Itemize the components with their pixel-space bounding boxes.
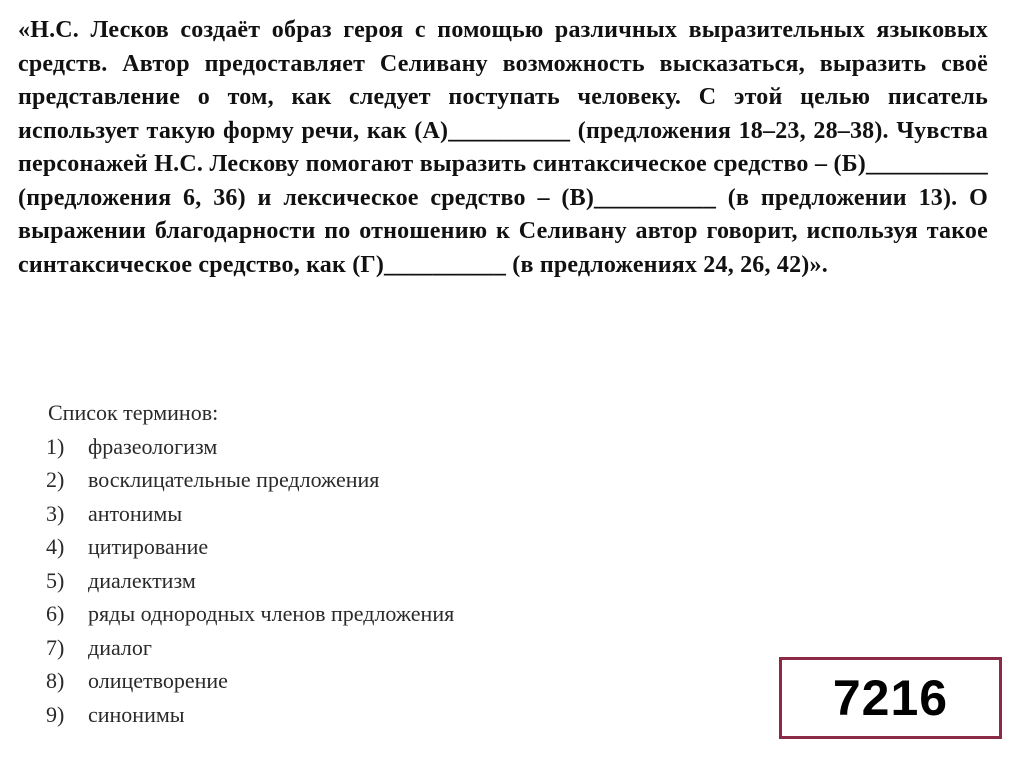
terms-list (46, 430, 746, 732)
term-label: антонимы (88, 500, 183, 526)
term-number: 1) (46, 433, 65, 459)
term-label: олицетворение (88, 668, 228, 693)
term-label: диалог (88, 634, 152, 660)
list-item (46, 530, 746, 564)
term-number: 4) (46, 534, 65, 559)
answer-value: 7216 (832, 670, 949, 726)
list-item (46, 564, 746, 598)
term-number: 9) (46, 701, 65, 727)
list-item (46, 430, 746, 464)
term-number: 5) (46, 567, 65, 593)
list-item (46, 463, 746, 497)
list-item (46, 698, 746, 732)
term-number: 8) (46, 668, 65, 693)
term-number: 3) (46, 500, 65, 526)
terms-section (46, 396, 746, 731)
term-label: фразеологизм (88, 433, 218, 459)
list-item (46, 631, 746, 665)
term-label: восклицательные предложения (88, 467, 380, 492)
term-number: 7) (46, 634, 65, 660)
term-number: 6) (46, 601, 65, 626)
term-label: синонимы (88, 701, 185, 727)
term-label: цитирование (88, 534, 209, 559)
term-number: 2) (46, 467, 65, 492)
list-item (46, 497, 746, 531)
answer-box (779, 657, 1002, 739)
task-paragraph: «Н.С. Лесков создаёт образ героя с помощью различных выразительных языковых средств. Автор предоставляет Селивану возможность высказаться, выразить своё представление о том, как следует поступать человеку. С этой целью писатель использует такую форму речи, как (А)__________ (предложения 18–23, 28–38). Чувства персонажей Н.С. Лескову помогают выразить синтаксическое средство – (Б)__________ (предложения 6, 36) и лексическое средство – (В)__________ (в предложении 13). О выражении благодарности по отношению к Селивану автор говорит, используя такое синтаксическое средство, как (Г)__________ (в предложениях 24, 26, 42)». (18, 17, 988, 278)
term-label: диалектизм (88, 567, 196, 593)
list-item (46, 664, 746, 698)
term-label: ряды однородных членов предложения (88, 601, 455, 626)
list-item (46, 597, 746, 631)
terms-title: Список терминов: (48, 400, 219, 425)
